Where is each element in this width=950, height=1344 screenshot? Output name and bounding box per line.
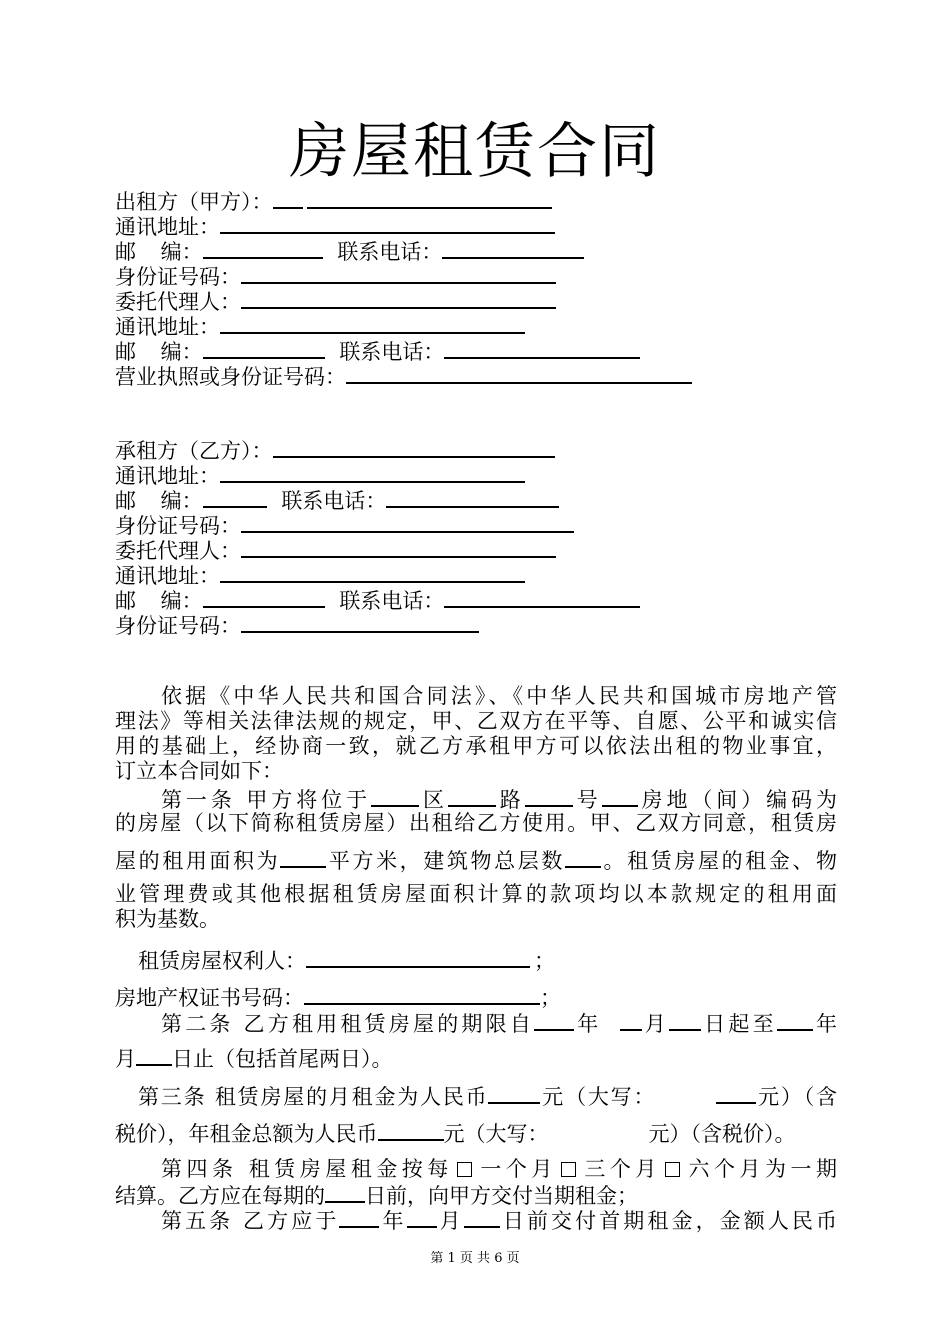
blank — [339, 1207, 379, 1228]
article3-text: 税价），年租金总额为人民币 — [115, 1122, 378, 1146]
blank — [448, 786, 496, 807]
lessee-party-line — [115, 437, 555, 464]
lessee-address-label: 通讯地址： — [115, 464, 220, 488]
lessor-agent-postcode-line — [115, 338, 640, 365]
article4-line2 — [115, 1182, 638, 1209]
blank — [325, 1182, 365, 1203]
preamble-line: 用的基础上，经协商一致，就乙方承租甲方可以依法出租的物业事宜， — [115, 734, 837, 758]
lessee-agent-id-label: 身份证号码： — [115, 614, 241, 638]
lessee-agent-line — [115, 537, 556, 564]
blank — [203, 338, 325, 359]
owner-line — [138, 947, 555, 974]
article2-line1 — [161, 1010, 837, 1037]
blank — [716, 1083, 756, 1104]
blank — [136, 1045, 172, 1066]
article1-text: 屋的租用面积为 — [115, 849, 281, 873]
lessor-postcode-label: 邮 编： — [115, 240, 203, 264]
blank — [241, 512, 574, 533]
semicolon: ； — [534, 949, 555, 973]
article4-text: 结算。乙方应在每期的 — [115, 1184, 325, 1208]
blank — [220, 562, 525, 583]
blank — [346, 363, 692, 384]
lessee-postcode-label: 邮 编： — [115, 489, 203, 513]
article5-text: 月 — [436, 1209, 464, 1233]
article1-text: 积为基数。 — [115, 907, 220, 931]
blank — [203, 487, 267, 508]
lessee-id-label: 身份证号码： — [115, 514, 241, 538]
lessee-agent-postcode-label: 邮 编： — [115, 589, 203, 613]
lessor-agent-line — [115, 288, 556, 315]
blank — [620, 1010, 642, 1031]
lessor-phone-label: 联系电话： — [337, 240, 443, 264]
lessor-address-label: 通讯地址： — [115, 215, 220, 239]
article3-text: 元（大写： — [443, 1122, 549, 1146]
article1-line2 — [115, 811, 837, 836]
lessor-license-label: 营业执照或身份证号码： — [115, 365, 346, 389]
blank — [565, 847, 601, 868]
lessee-address-line — [115, 462, 525, 489]
article3-text: 元）（含税价）。 — [648, 1122, 796, 1146]
blank — [464, 1207, 500, 1228]
blank — [304, 984, 540, 1005]
article1-text: 的房屋（以下简称租赁房屋）出租给乙方使用。甲、乙双方同意，租赁房 — [115, 811, 837, 835]
semicolon: ； — [540, 986, 561, 1010]
article5-text: 第五条 乙方应于 — [161, 1209, 340, 1233]
blank — [444, 338, 640, 359]
article2-text: 日止（包括首尾两日）。 — [172, 1047, 393, 1071]
lessor-postcode-line — [115, 238, 584, 265]
article5-text: 年 — [379, 1209, 407, 1233]
article2-line2 — [115, 1045, 393, 1072]
article1-text: 业管理费或其他根据租赁房屋面积计算的款项均以本款规定的租用面 — [115, 882, 837, 906]
lessor-name-blank — [307, 188, 552, 209]
lessee-agent-postcode-line — [115, 587, 640, 614]
lessor-id-label: 身份证号码： — [115, 265, 241, 289]
article1-line5 — [115, 907, 837, 932]
lessor-agent-phone-label: 联系电话： — [339, 340, 445, 364]
blank — [203, 587, 325, 608]
article1-line4 — [115, 882, 837, 907]
preamble-line: 依据《中华人民共和国合同法》、《中华人民共和国城市房地产管 — [161, 684, 837, 708]
blank — [273, 188, 303, 209]
blank — [407, 1207, 437, 1228]
cert-label: 房地产权证书号码： — [115, 986, 304, 1010]
lessor-agent-address-label: 通讯地址： — [115, 315, 220, 339]
article4-text: 日前，向甲方交付当期租金； — [365, 1184, 638, 1208]
blank — [241, 263, 556, 284]
owner-label: 租赁房屋权利人： — [138, 949, 306, 973]
article5-text: 日前交付首期租金，金额人民币 — [499, 1209, 838, 1233]
lessee-postcode-line — [115, 487, 559, 514]
lessor-party-label: 出租方（甲方）： — [115, 190, 273, 214]
article3-text: 第三条 租赁房屋的月租金为人民币 — [138, 1085, 489, 1109]
blank — [241, 612, 479, 633]
preamble-line: 理法》等相关法律法规的规定，甲、乙双方在平等、自愿、公平和诚实信 — [115, 709, 837, 733]
blank — [306, 947, 530, 968]
article2-text: 年 — [574, 1012, 602, 1036]
blank — [203, 238, 323, 259]
blank — [378, 1120, 444, 1141]
blank — [220, 313, 525, 334]
blank — [386, 487, 559, 508]
article1-text: 路 — [495, 788, 525, 812]
blank — [444, 587, 640, 608]
lessee-party-label: 承租方（乙方）： — [115, 439, 273, 463]
lessor-agent-address-line — [115, 313, 525, 340]
lessor-id-line — [115, 263, 556, 290]
cert-line — [115, 984, 561, 1011]
blank — [220, 213, 555, 234]
blank — [488, 1083, 540, 1104]
article4-option-3: 六个月为一期 — [683, 1157, 838, 1181]
blank — [534, 1010, 574, 1031]
document-title: 房屋租赁合同 — [289, 117, 661, 187]
article5-line1 — [161, 1207, 837, 1234]
article2-text: 日起至 — [700, 1012, 777, 1036]
blank — [241, 537, 556, 558]
article3-text: 元）（含 — [756, 1085, 837, 1109]
article1-line1 — [161, 786, 837, 813]
article4-option-2: 三个月 — [579, 1157, 661, 1181]
checkbox-icon[interactable] — [561, 1162, 576, 1177]
blank — [669, 1010, 701, 1031]
article1-text: 。租赁房屋的租金、物 — [600, 849, 838, 873]
article2-text: 第二条 乙方租用租赁房屋的期限自 — [161, 1012, 535, 1036]
article1-text: 号 — [572, 788, 602, 812]
article4-option-1: 一个月 — [475, 1157, 557, 1181]
blank — [371, 786, 419, 807]
lessee-phone-label: 联系电话： — [281, 489, 387, 513]
lessor-agent-postcode-label: 邮 编： — [115, 340, 203, 364]
page-footer: 第 1 页 共 6 页 — [430, 1251, 520, 1266]
article1-text: 区 — [419, 788, 448, 812]
article1-text: 第一条 甲方将位于 — [161, 788, 372, 812]
blank — [241, 288, 556, 309]
lessor-party-line — [115, 188, 552, 215]
article2-text: 月 — [641, 1012, 669, 1036]
article4-line1 — [161, 1157, 837, 1182]
lessee-agent-label: 委托代理人： — [115, 539, 241, 563]
article3-text: 元（大写： — [540, 1085, 657, 1109]
article1-line3 — [115, 847, 837, 874]
lessor-agent-label: 委托代理人： — [115, 290, 241, 314]
lessee-agent-id-line — [115, 612, 479, 639]
lessee-agent-address-line — [115, 562, 525, 589]
lessor-address-line — [115, 213, 555, 240]
article3-line1 — [138, 1083, 837, 1110]
blank — [273, 437, 555, 458]
blank — [442, 238, 584, 259]
lessee-agent-address-label: 通讯地址： — [115, 564, 220, 588]
blank — [220, 462, 525, 483]
article2-text: 年 — [812, 1012, 838, 1036]
lessee-id-line — [115, 512, 574, 539]
checkbox-icon[interactable] — [457, 1162, 472, 1177]
article3-line2 — [115, 1120, 796, 1147]
lessee-agent-phone-label: 联系电话： — [339, 589, 445, 613]
article1-text: 平方米，建筑物总层数 — [326, 849, 565, 873]
preamble — [115, 684, 837, 784]
article1-text: 房地（间）编码为 — [637, 788, 838, 812]
article2-text: 月 — [115, 1047, 136, 1071]
lessor-license-line — [115, 363, 692, 390]
checkbox-icon[interactable] — [665, 1162, 680, 1177]
blank — [602, 786, 638, 807]
blank — [525, 786, 573, 807]
article4-text: 第四条 租赁房屋租金按每 — [161, 1157, 453, 1181]
blank — [777, 1010, 813, 1031]
blank — [280, 847, 326, 868]
preamble-line: 订立本合同如下： — [115, 759, 283, 783]
